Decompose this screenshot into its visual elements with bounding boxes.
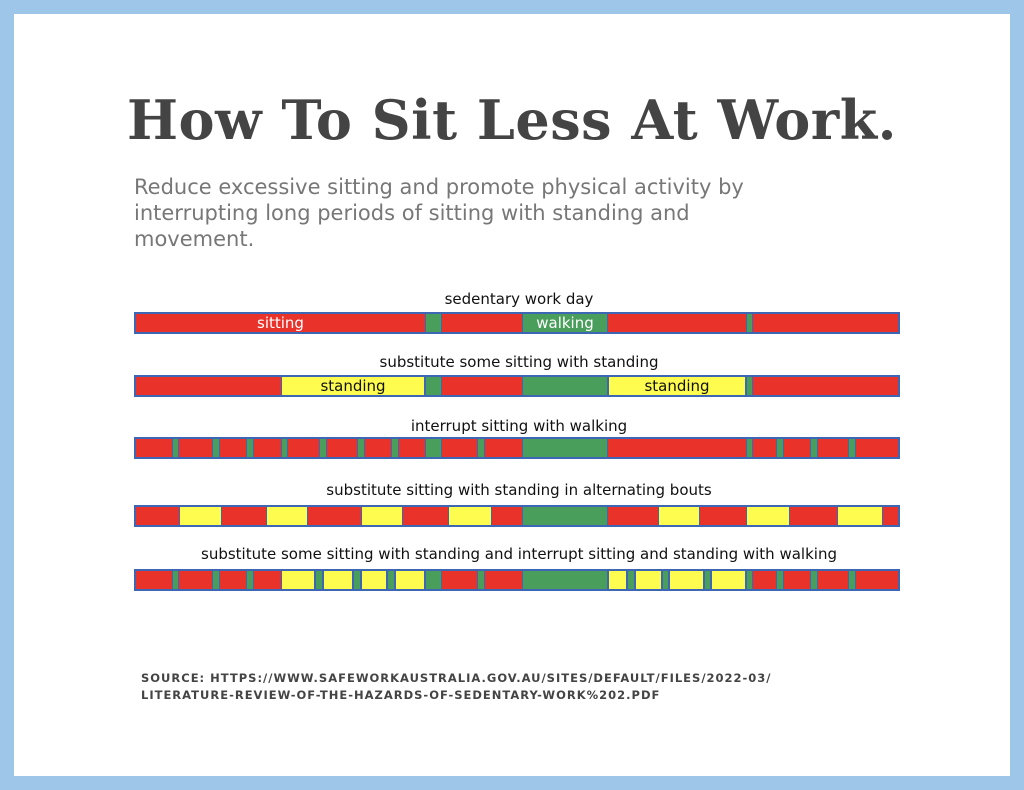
source-line-1: SOURCE: HTTPS://WWW.SAFEWORKAUSTRALIA.GOV.AU/SITES/DEFAULT/FILES/2022-03/ <box>141 671 772 685</box>
walking-segment <box>522 377 608 395</box>
sitting-segment <box>254 439 281 457</box>
standing-segment <box>361 571 387 589</box>
sitting-segment <box>700 507 746 525</box>
walking-segment <box>627 571 635 589</box>
standing-segment-label: standing <box>644 377 710 395</box>
sitting-segment <box>818 439 848 457</box>
walking-segment <box>319 439 327 457</box>
sitting-segment <box>442 439 477 457</box>
walking-segment <box>172 439 179 457</box>
walking-segment <box>212 439 220 457</box>
walking-segment <box>810 571 818 589</box>
standing-segment <box>281 377 425 395</box>
standing-segment <box>711 571 746 589</box>
walking-segment <box>746 571 753 589</box>
walking-segment <box>246 439 254 457</box>
standing-segment <box>281 571 315 589</box>
sitting-segment <box>327 439 357 457</box>
pattern-label: sedentary work day <box>444 290 594 308</box>
page-subtitle: Reduce excessive sitting and promote physical activity by interrupting long periods of sitting with standing and movement. <box>134 175 744 251</box>
standing-segment <box>323 571 353 589</box>
sitting-segment <box>856 571 898 589</box>
walking-segment <box>391 439 399 457</box>
pattern-label: substitute some sitting with standing <box>379 353 659 371</box>
sitting-segment <box>403 507 448 525</box>
sitting-segment <box>220 571 246 589</box>
walking-segment <box>281 439 288 457</box>
sitting-segment <box>492 507 522 525</box>
walking-segment <box>810 439 818 457</box>
timeline-bar <box>134 569 900 591</box>
sitting-segment <box>485 571 522 589</box>
walking-segment-label: walking <box>536 314 594 332</box>
sitting-segment <box>220 439 246 457</box>
standing-segment <box>658 507 700 525</box>
walking-segment <box>172 571 179 589</box>
sitting-segment <box>608 314 746 332</box>
walking-segment <box>522 507 608 525</box>
walking-segment <box>477 571 485 589</box>
timeline-bar <box>134 312 900 334</box>
sitting-segment <box>288 439 319 457</box>
sitting-segment <box>753 377 898 395</box>
walking-segment <box>246 571 254 589</box>
sitting-segment <box>308 507 361 525</box>
sitting-segment <box>784 439 810 457</box>
standing-segment <box>837 507 883 525</box>
walking-segment <box>776 571 784 589</box>
sitting-segment <box>136 507 179 525</box>
walking-segment <box>848 439 856 457</box>
sitting-segment <box>753 439 776 457</box>
standing-segment <box>395 571 425 589</box>
walking-segment <box>746 314 753 332</box>
sitting-segment <box>222 507 266 525</box>
sitting-segment <box>179 439 212 457</box>
sitting-segment <box>442 314 522 332</box>
walking-segment <box>212 571 220 589</box>
standing-segment <box>608 377 746 395</box>
walking-segment <box>315 571 323 589</box>
sitting-segment <box>442 377 522 395</box>
walking-segment <box>387 571 395 589</box>
walking-segment <box>357 439 365 457</box>
walking-segment <box>425 314 442 332</box>
walking-segment <box>425 377 442 395</box>
pattern-label: interrupt sitting with walking <box>410 417 628 435</box>
page-title: How To Sit Less At Work. <box>127 88 897 152</box>
standing-segment <box>746 507 790 525</box>
walking-segment <box>746 377 753 395</box>
pattern-label: substitute some sitting with standing and interrupt sitting and standing with walking <box>201 545 837 563</box>
sitting-segment <box>136 377 281 395</box>
pattern-label: substitute sitting with standing in alternating bouts <box>326 481 712 499</box>
sitting-segment <box>883 507 898 525</box>
standing-segment <box>179 507 222 525</box>
sitting-segment <box>442 571 477 589</box>
standing-segment <box>266 507 308 525</box>
walking-segment <box>848 571 856 589</box>
sitting-segment <box>179 571 212 589</box>
source-citation <box>141 670 772 704</box>
sitting-segment-label: sitting <box>257 314 304 332</box>
walking-segment <box>776 439 784 457</box>
walking-segment <box>522 439 608 457</box>
standing-segment <box>635 571 662 589</box>
sitting-segment <box>856 439 898 457</box>
walking-segment <box>477 439 485 457</box>
sitting-segment <box>608 439 746 457</box>
sitting-segment <box>485 439 522 457</box>
walking-segment <box>353 571 361 589</box>
sitting-segment <box>254 571 281 589</box>
timeline-bar <box>134 375 900 397</box>
walking-segment <box>425 439 442 457</box>
timeline-bar <box>134 505 900 527</box>
walking-segment <box>522 571 608 589</box>
sitting-segment <box>136 571 172 589</box>
standing-segment <box>448 507 492 525</box>
walking-segment <box>704 571 711 589</box>
walking-segment <box>522 314 608 332</box>
sitting-segment <box>790 507 837 525</box>
walking-segment <box>425 571 442 589</box>
standing-segment <box>361 507 403 525</box>
sitting-segment <box>753 314 898 332</box>
timeline-bar <box>134 437 900 459</box>
standing-segment <box>669 571 704 589</box>
sitting-segment <box>784 571 810 589</box>
sitting-segment <box>136 439 172 457</box>
standing-segment <box>608 571 627 589</box>
walking-segment <box>746 439 753 457</box>
sitting-segment <box>399 439 425 457</box>
walking-segment <box>662 571 669 589</box>
sitting-segment <box>818 571 848 589</box>
standing-segment-label: standing <box>320 377 386 395</box>
sitting-segment <box>136 314 425 332</box>
sitting-segment <box>753 571 776 589</box>
sitting-segment <box>608 507 658 525</box>
sitting-segment <box>365 439 391 457</box>
source-line-2: LITERATURE-REVIEW-OF-THE-HAZARDS-OF-SEDENTARY-WORK%202.PDF <box>141 688 661 702</box>
